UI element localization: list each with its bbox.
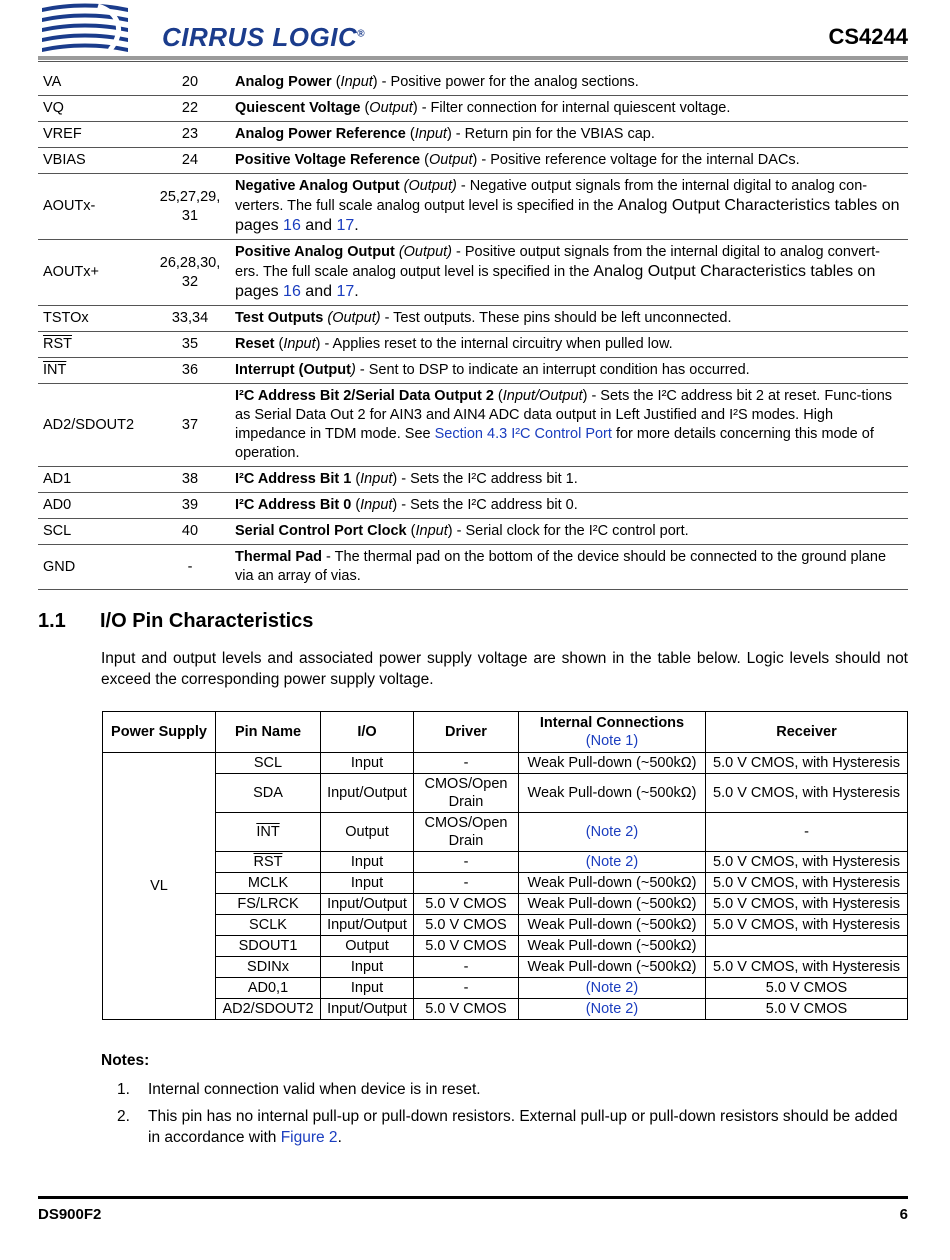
pin-name: VQ bbox=[38, 96, 151, 122]
table-row bbox=[38, 148, 908, 174]
table-cell: 5.0 V CMOS bbox=[706, 999, 908, 1020]
pin-description: Test Outputs (Output) - Test outputs. These pins should be left unconnected. bbox=[229, 306, 908, 332]
pin-name: VA bbox=[38, 70, 151, 96]
table-cell: Weak Pull-down (~500kΩ) bbox=[519, 753, 706, 774]
pin-description: I²C Address Bit 2/Serial Data Output 2 (Input/Output) - Sets the I²C address bit 2 at reset. Func-tions as Serial Data Out 2 for AIN3 and AIN4 ADC data output in Left Justified and I²S modes. High impedance in TDM mode. See Section 4.3 I²C Control Port for more details concerning this mode of operation. bbox=[229, 384, 908, 467]
table-row bbox=[38, 122, 908, 148]
table-cell: Input bbox=[321, 852, 414, 873]
table-cell: $\overline{RST}$ bbox=[216, 852, 321, 873]
pin-description: Interrupt (Output) - Sent to DSP to indicate an interrupt condition has occurred. bbox=[229, 358, 908, 384]
table-cell: Weak Pull-down (~500kΩ) bbox=[519, 894, 706, 915]
table-cell: Input/Output bbox=[321, 894, 414, 915]
page-link[interactable]: 16 bbox=[283, 283, 301, 300]
pin-name: VREF bbox=[38, 122, 151, 148]
note-item: 2. This pin has no internal pull-up or pull-down resistors. External pull-up or pull-down resistors should be added in accordance with Figure 2. bbox=[117, 1108, 898, 1146]
table-row bbox=[103, 774, 908, 813]
note-link[interactable]: (Note 2) bbox=[519, 852, 706, 873]
pin-number: 33,34 bbox=[151, 306, 229, 332]
section-link[interactable]: Section 4.3 I²C Control Port bbox=[434, 426, 612, 442]
pin-name: $\overline{RST}$ bbox=[38, 332, 151, 358]
table-row bbox=[38, 96, 908, 122]
table-cell: $\overline{INT}$ bbox=[216, 813, 321, 852]
table-cell: 5.0 V CMOS, with Hysteresis bbox=[706, 894, 908, 915]
page-link[interactable]: 17 bbox=[336, 283, 355, 300]
pin-name: $\overline{INT}$ bbox=[38, 358, 151, 384]
table-row bbox=[38, 240, 908, 306]
table-cell: 5.0 V CMOS bbox=[706, 978, 908, 999]
table-cell: Weak Pull-down (~500kΩ) bbox=[519, 936, 706, 957]
pin-description: I²C Address Bit 1 (Input) - Sets the I²C address bit 1. bbox=[229, 467, 908, 493]
table-row bbox=[103, 915, 908, 936]
table-cell: 5.0 V CMOS, with Hysteresis bbox=[706, 915, 908, 936]
pin-description-table bbox=[38, 70, 908, 590]
pin-name: AD2/SDOUT2 bbox=[38, 384, 151, 467]
column-header: Power Supply bbox=[103, 712, 216, 753]
table-cell: CMOS/Open Drain bbox=[414, 813, 519, 852]
column-header: Internal Connections (Note 1) bbox=[519, 712, 706, 753]
pin-number: 38 bbox=[151, 467, 229, 493]
pin-description: Quiescent Voltage (Output) - Filter connection for internal quiescent voltage. bbox=[229, 96, 908, 122]
table-cell: MCLK bbox=[216, 873, 321, 894]
pin-number: 23 bbox=[151, 122, 229, 148]
pin-number: - bbox=[151, 545, 229, 590]
note-item: 1. Internal connection valid when device is in reset. bbox=[117, 1081, 481, 1098]
cirrus-logo-icon bbox=[40, 2, 130, 54]
table-row bbox=[38, 70, 908, 96]
pin-number: 36 bbox=[151, 358, 229, 384]
table-row bbox=[38, 384, 908, 467]
table-cell: Input/Output bbox=[321, 774, 414, 813]
table-cell: Input bbox=[321, 873, 414, 894]
table-cell: - bbox=[414, 873, 519, 894]
table-cell bbox=[706, 936, 908, 957]
table-row bbox=[38, 358, 908, 384]
pin-number: 25,27,29, 31 bbox=[151, 174, 229, 240]
table-cell: CMOS/Open Drain bbox=[414, 774, 519, 813]
pin-number: 35 bbox=[151, 332, 229, 358]
table-cell: SCLK bbox=[216, 915, 321, 936]
column-header: I/O bbox=[321, 712, 414, 753]
table-cell: 5.0 V CMOS bbox=[414, 999, 519, 1020]
page-link[interactable]: 16 bbox=[283, 217, 301, 234]
pin-name: SCL bbox=[38, 519, 151, 545]
pin-description: Analog Power Reference (Input) - Return pin for the VBIAS cap. bbox=[229, 122, 908, 148]
table-header-row bbox=[103, 712, 908, 753]
pin-description: I²C Address Bit 0 (Input) - Sets the I²C address bit 0. bbox=[229, 493, 908, 519]
pin-number: 37 bbox=[151, 384, 229, 467]
pin-name: GND bbox=[38, 545, 151, 590]
table-cell: 5.0 V CMOS, with Hysteresis bbox=[706, 753, 908, 774]
table-row bbox=[103, 852, 908, 873]
table-cell: Weak Pull-down (~500kΩ) bbox=[519, 915, 706, 936]
table-cell: 5.0 V CMOS bbox=[414, 915, 519, 936]
pin-description: Analog Power (Input) - Positive power for the analog sections. bbox=[229, 70, 908, 96]
table-row bbox=[103, 753, 908, 774]
table-cell: Output bbox=[321, 936, 414, 957]
table-row bbox=[103, 999, 908, 1020]
intro-paragraph: Input and output levels and associated power supply voltage are shown in the table below. Logic levels should not exceed the corresponding power supply voltage. bbox=[101, 650, 908, 688]
table-row bbox=[38, 545, 908, 590]
table-cell: Input/Output bbox=[321, 999, 414, 1020]
column-header: Receiver bbox=[706, 712, 908, 753]
table-row bbox=[38, 467, 908, 493]
note-link[interactable]: (Note 1) bbox=[585, 733, 639, 749]
pin-number: 26,28,30, 32 bbox=[151, 240, 229, 306]
table-cell: Weak Pull-down (~500kΩ) bbox=[519, 774, 706, 813]
table-row bbox=[38, 174, 908, 240]
column-header: Driver bbox=[414, 712, 519, 753]
table-row bbox=[103, 957, 908, 978]
table-cell: 5.0 V CMOS bbox=[414, 894, 519, 915]
table-row bbox=[103, 894, 908, 915]
pin-name: AOUTx- bbox=[38, 174, 151, 240]
page-number: 6 bbox=[899, 1206, 908, 1223]
pin-number: 40 bbox=[151, 519, 229, 545]
note-link[interactable]: (Note 2) bbox=[519, 813, 706, 852]
page-link[interactable]: 17 bbox=[336, 217, 355, 234]
pin-description: Serial Control Port Clock (Input) - Serial clock for the I²C control port. bbox=[229, 519, 908, 545]
table-row bbox=[38, 332, 908, 358]
table-cell: SDOUT1 bbox=[216, 936, 321, 957]
table-row bbox=[103, 873, 908, 894]
table-cell: - bbox=[414, 753, 519, 774]
table-cell: - bbox=[706, 813, 908, 852]
table-cell: - bbox=[414, 978, 519, 999]
pin-description: Reset (Input) - Applies reset to the internal circuitry when pulled low. bbox=[229, 332, 908, 358]
io-characteristics-table bbox=[102, 711, 908, 1020]
pin-name: AD0 bbox=[38, 493, 151, 519]
pin-name: VBIAS bbox=[38, 148, 151, 174]
pin-number: 39 bbox=[151, 493, 229, 519]
table-cell: Input bbox=[321, 957, 414, 978]
table-row bbox=[38, 306, 908, 332]
pin-description: Negative Analog Output (Output) - Negative output signals from the internal digital to analog con-verters. The full scale analog output level is specified in the Analog Output Characteristics tables on pages 16 and 17. bbox=[229, 174, 908, 240]
table-cell: Weak Pull-down (~500kΩ) bbox=[519, 873, 706, 894]
logo-wordmark: CIRRUS LOGIC® bbox=[162, 22, 366, 52]
table-cell: Input bbox=[321, 753, 414, 774]
table-row bbox=[38, 519, 908, 545]
table-cell: SDA bbox=[216, 774, 321, 813]
column-header: Pin Name bbox=[216, 712, 321, 753]
note-link[interactable]: (Note 2) bbox=[519, 978, 706, 999]
table-cell: Output bbox=[321, 813, 414, 852]
figure-link[interactable]: Figure 2 bbox=[280, 1129, 338, 1146]
pin-number: 24 bbox=[151, 148, 229, 174]
table-cell: 5.0 V CMOS, with Hysteresis bbox=[706, 957, 908, 978]
pin-name: TSTOx bbox=[38, 306, 151, 332]
table-cell: AD2/SDOUT2 bbox=[216, 999, 321, 1020]
table-cell: 5.0 V CMOS, with Hysteresis bbox=[706, 852, 908, 873]
pin-description: Positive Analog Output (Output) - Positive output signals from the internal digital to analog convert-ers. The full scale analog output level is specified in the Analog Output Characteristics tables on pages 16 and 17. bbox=[229, 240, 908, 306]
power-supply-cell: VL bbox=[103, 753, 216, 1020]
table-cell: FS/LRCK bbox=[216, 894, 321, 915]
table-row bbox=[103, 936, 908, 957]
pin-name: AD1 bbox=[38, 467, 151, 493]
table-cell: Input/Output bbox=[321, 915, 414, 936]
header-divider bbox=[38, 56, 908, 60]
pin-description: Thermal Pad - The thermal pad on the bottom of the device should be connected to the ground plane via an array of vias. bbox=[229, 545, 908, 590]
header-divider-thin bbox=[38, 61, 908, 62]
table-cell: AD0,1 bbox=[216, 978, 321, 999]
table-cell: - bbox=[414, 957, 519, 978]
table-cell: Weak Pull-down (~500kΩ) bbox=[519, 957, 706, 978]
table-cell: - bbox=[414, 852, 519, 873]
table-row bbox=[103, 813, 908, 852]
pin-number: 22 bbox=[151, 96, 229, 122]
table-row bbox=[103, 978, 908, 999]
table-row bbox=[38, 493, 908, 519]
note-link[interactable]: (Note 2) bbox=[519, 999, 706, 1020]
table-cell: SCL bbox=[216, 753, 321, 774]
pin-number: 20 bbox=[151, 70, 229, 96]
table-cell: SDINx bbox=[216, 957, 321, 978]
table-cell: 5.0 V CMOS bbox=[414, 936, 519, 957]
document-title: CS4244 bbox=[828, 24, 908, 49]
notes-heading: Notes: bbox=[101, 1052, 150, 1069]
section-heading: 1.1 I/O Pin Characteristics bbox=[38, 610, 314, 632]
footer-divider bbox=[38, 1196, 908, 1199]
table-cell: Input bbox=[321, 978, 414, 999]
table-cell: 5.0 V CMOS, with Hysteresis bbox=[706, 873, 908, 894]
table-cell: 5.0 V CMOS, with Hysteresis bbox=[706, 774, 908, 813]
pin-description: Positive Voltage Reference (Output) - Positive reference voltage for the internal DACs. bbox=[229, 148, 908, 174]
document-id: DS900F2 bbox=[38, 1206, 102, 1223]
pin-name: AOUTx+ bbox=[38, 240, 151, 306]
